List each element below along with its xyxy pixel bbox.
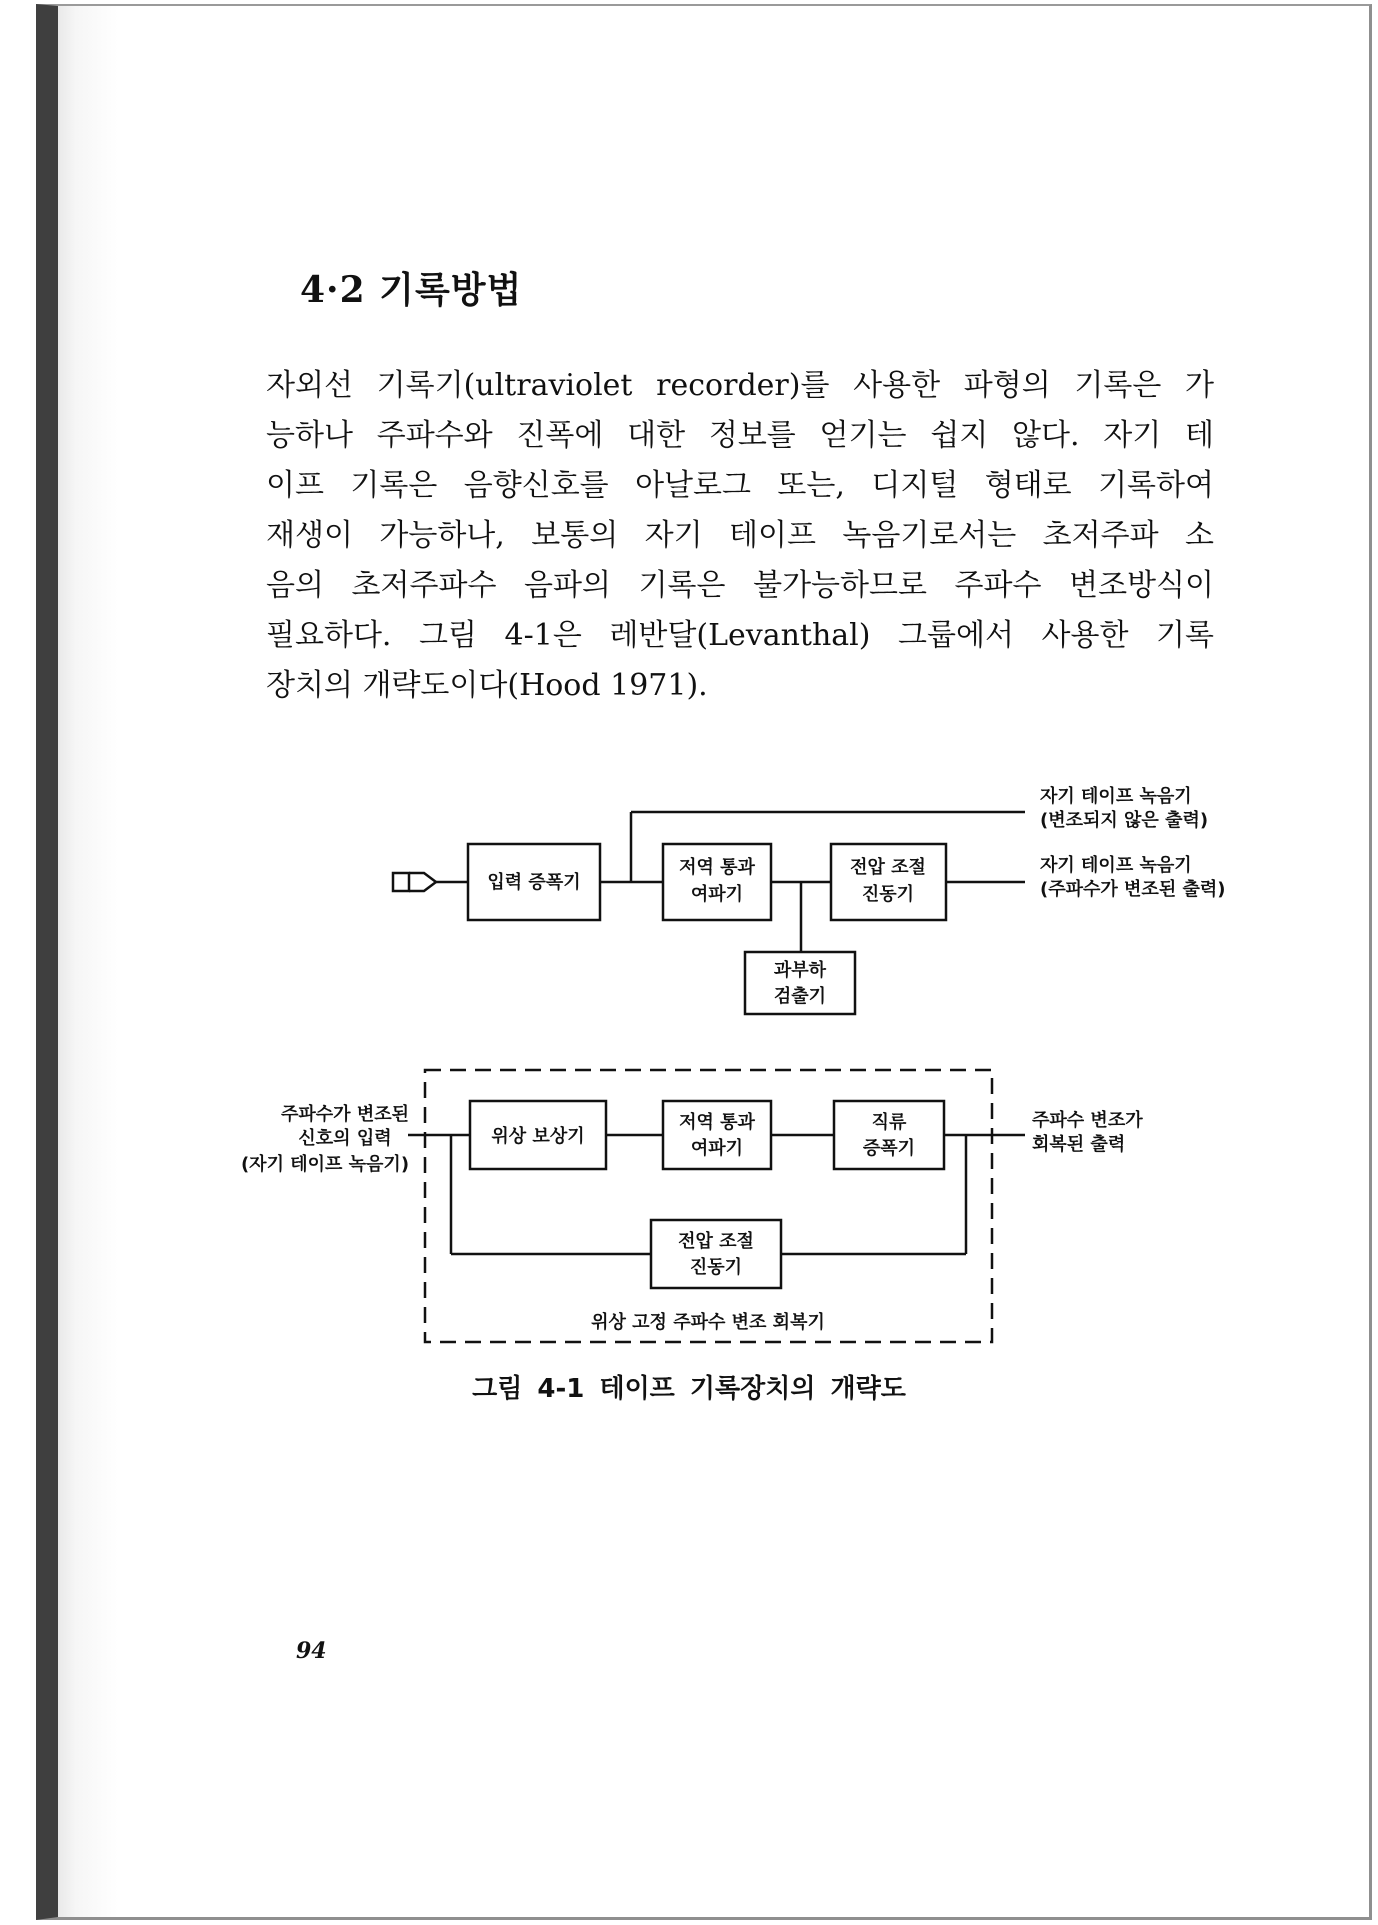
output-modulated-label-1: 자기 테이프 녹음기 — [1040, 855, 1192, 876]
fm-input-label-2: 신호의 입력 — [298, 1128, 392, 1149]
recovered-output-label-1: 주파수 변조가 — [1032, 1110, 1143, 1131]
phase-compensator-label: 위상 보상기 — [491, 1126, 585, 1147]
vco-bottom-label-1: 전압 조절 — [678, 1231, 754, 1252]
paragraph-line-5: 음의 초저주파수 음파의 기록은 불가능하므로 주파수 변조방식이 — [266, 568, 1214, 603]
overload-detector-label-1: 과부하 — [773, 960, 827, 981]
paragraph-line-3: 이프 기록은 음향신호를 아날로그 또는, 디지털 형태로 기록하여 — [266, 468, 1214, 503]
pll-dashed-enclosure — [425, 1070, 992, 1342]
lowpass-filter-bottom-label-1: 저역 통과 — [679, 1112, 755, 1133]
pll-recovery-label: 위상 고정 주파수 변조 회복기 — [591, 1312, 825, 1333]
lowpass-filter-box — [663, 844, 771, 920]
lowpass-filter-label-1: 저역 통과 — [679, 857, 755, 878]
dc-amplifier-label-2: 증폭기 — [862, 1138, 916, 1159]
paragraph-line-1: 자외선 기록기(ultraviolet recorder)를 사용한 파형의 기록은 가 — [266, 368, 1214, 403]
page-number: 94 — [296, 1638, 327, 1664]
section-title: 4·2 기록방법 — [300, 269, 523, 311]
lowpass-filter-bottom-label-2: 여파기 — [690, 1138, 744, 1159]
output-unmodulated-label-2: (변조되지 않은 출력) — [1040, 810, 1209, 831]
input-amplifier-label: 입력 증폭기 — [487, 872, 581, 893]
paragraph-line-6: 필요하다. 그림 4-1은 레반달(Levanthal) 그룹에서 사용한 기록 — [266, 618, 1214, 653]
fm-input-label-1: 주파수가 변조된 — [281, 1104, 409, 1125]
figure-caption: 그림 4-1 테이프 기록장치의 개략도 — [472, 1374, 906, 1404]
recovered-output-label-2: 회복된 출력 — [1032, 1134, 1126, 1155]
output-modulated-label-2: (주파수가 변조된 출력) — [1040, 879, 1226, 900]
paragraph-line-2: 능하나 주파수와 진폭에 대한 정보를 얻기는 쉽지 않다. 자기 테 — [266, 418, 1214, 453]
vco-top-label-1: 전압 조절 — [850, 857, 926, 878]
output-unmodulated-label-1: 자기 테이프 녹음기 — [1040, 786, 1192, 807]
paragraph-line-4: 재생이 가능하나, 보통의 자기 테이프 녹음기로서는 초저주파 소 — [266, 518, 1214, 553]
fm-input-label-3: (자기 테이프 녹음기) — [240, 1154, 410, 1175]
microphone-cone — [409, 873, 436, 891]
vco-top-label-2: 진동기 — [861, 884, 915, 905]
paragraph-line-7: 장치의 개략도이다(Hood 1971). — [266, 668, 708, 703]
dc-amplifier-label-1: 직류 — [871, 1112, 907, 1133]
vco-bottom-label-2: 진동기 — [689, 1257, 743, 1278]
microphone-icon — [393, 873, 409, 891]
lowpass-filter-label-2: 여파기 — [690, 884, 744, 905]
vco-box-top — [831, 844, 946, 920]
overload-detector-label-2: 검출기 — [773, 986, 827, 1007]
